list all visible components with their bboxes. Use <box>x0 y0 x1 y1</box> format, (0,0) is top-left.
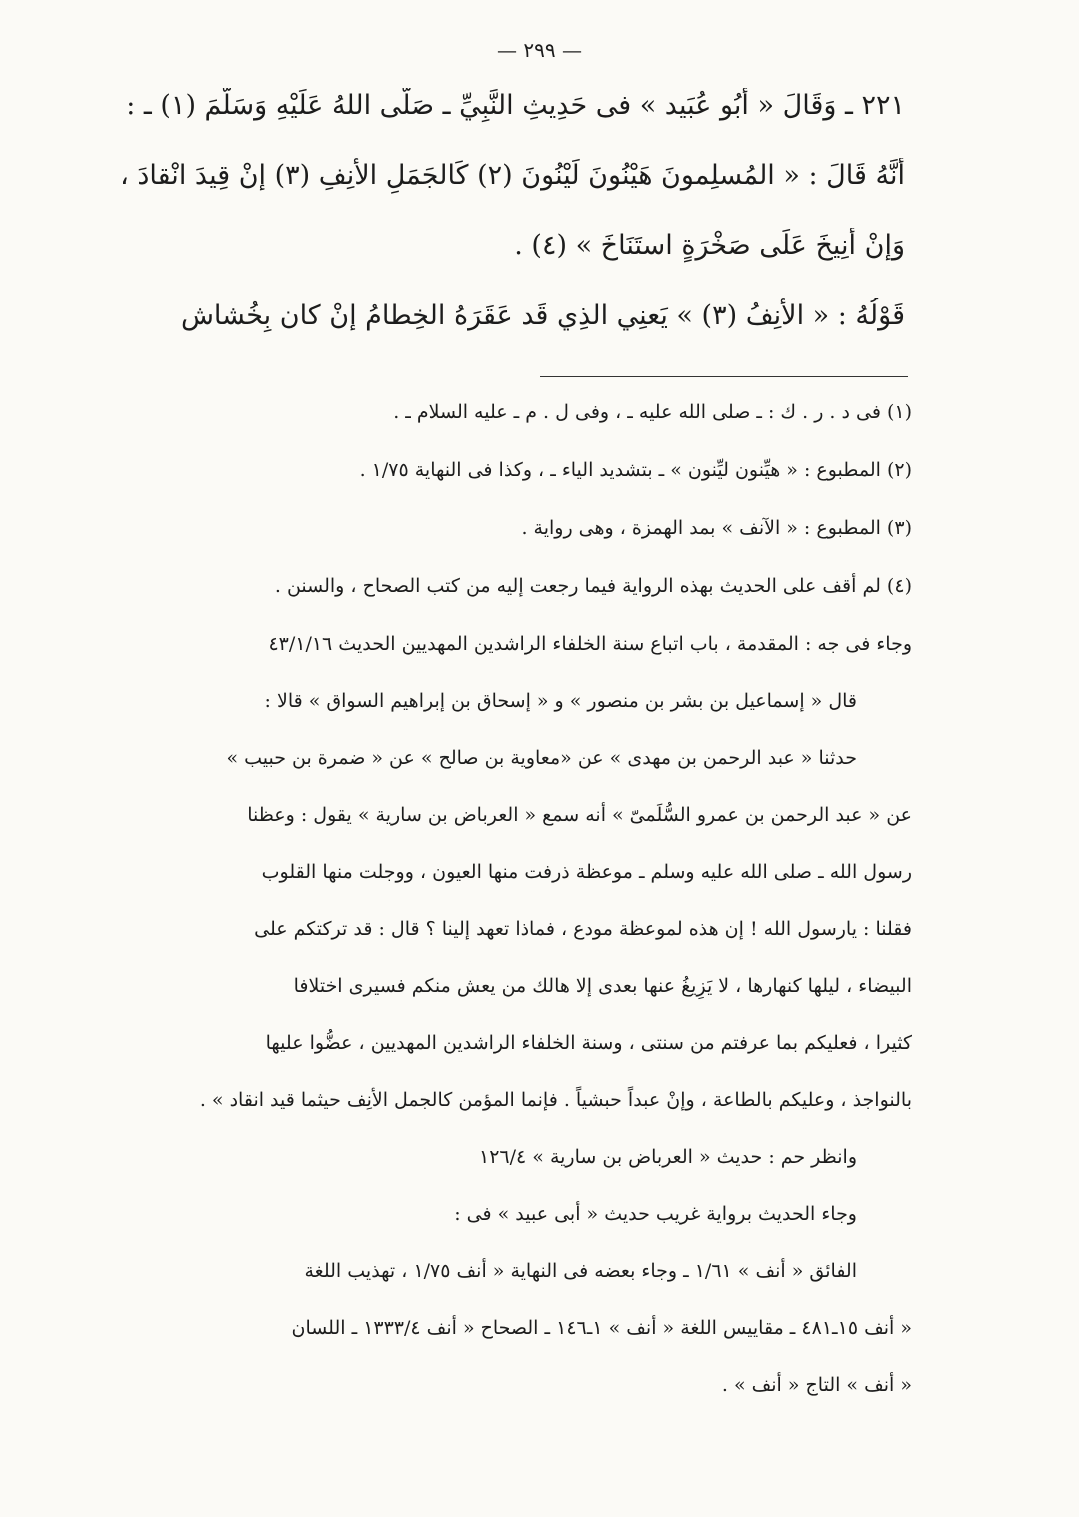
footnote-1: (١) فى د . ر . ك : ـ صلى الله عليه ـ ، وفى ل . م ـ عليه السلام ـ . <box>393 401 912 423</box>
page-number: — ٢٩٩ — <box>497 38 582 62</box>
footnote-4: (٤) لم أقف على الحديث بهذه الرواية فيما رجعت إليه من كتب الصحاح ، والسنن . <box>274 575 912 597</box>
main-line-4: قَوْلُهُ : « الأَنِفُ (٣) » يَعنِي الذِي قَد عَقَرَهُ الخِطامُ إنْ كان بِخُشاش <box>180 300 905 331</box>
main-line-1: ٢٢١ ـ وَقَالَ « أَبُو عُبَيد » فى حَدِيثِ النَّبِيِّ ـ صَلَّى اللهُ عَلَيْهِ وَسَلَّمَ (١) ـ : <box>126 90 905 121</box>
footnote-line: فقلنا : يارسول الله ! إن هذه لموعظة مودع ، فماذا تعهد إلينا ؟ قال : قد تركتكم على <box>254 918 912 940</box>
footnote-line: وجاء فى جه : المقدمة ، باب اتباع سنة الخلفاء الراشدين المهديين الحديث ٤٣/١/١٦ <box>268 633 912 655</box>
footnote-line: وجاء الحديث برواية غريب حديث « أبى عبيد » فى : <box>454 1203 857 1225</box>
footnote-line: قال « إسماعيل بن بشر بن منصور » و « إسحاق بن إبراهيم السواق » قالا : <box>264 690 857 712</box>
main-line-2: أَنَّهُ قَالَ : « المُسلِمونَ هَيْنُونَ لَيْنُونَ (٢) كَالجَمَلِ الأَنِفِ (٣) إنْ قِيدَ انْقادَ ، <box>120 160 905 191</box>
footnote-line: « أنف ١٥ـ٤٨١ ـ مقاييس اللغة « أنف » ١ـ١٤٦ ـ الصحاح « أنف ١٣٣٣/٤ ـ اللسان <box>291 1317 912 1339</box>
footnote-line: بالنواجذ ، وعليكم بالطاعة ، وإنْ عبداً حبشياً . فإنما المؤمن كالجمل الأنِف حيثما قيد انقاد » . <box>199 1089 912 1111</box>
footnotes <box>122 398 912 1428</box>
footnote-line: وانظر حم : حديث « العرباض بن سارية » ١٢٦/٤ <box>479 1146 857 1168</box>
footnote-line: البيضاء ، ليلها كنهارها ، لا يَزِيغُ عنها بعدى إلا هالك من يعش منكم فسيرى اختلافا <box>293 975 912 997</box>
footnote-line: الفائق « أنف » ١/٦١ ـ وجاء بعضه فى النهاية « أنف ١/٧٥ ، تهذيب اللغة <box>304 1260 857 1282</box>
footnote-2: (٢) المطبوع : « هيِّنون ليِّنون » ـ بتشديد الياء ـ ، وكذا فى النهاية ١/٧٥ . <box>359 459 912 481</box>
footnote-line: رسول الله ـ صلى الله عليه وسلم ـ موعظة ذرفت منها العيون ، ووجلت منها القلوب <box>261 861 912 883</box>
main-text <box>110 88 905 368</box>
footnote-divider <box>540 376 908 377</box>
footnote-line: عن « عبد الرحمن بن عمرو السُّلَمىّ » أنه سمع « العرباض بن سارية » يقول : وعظنا <box>247 804 912 826</box>
footnote-3: (٣) المطبوع : « الآنف » بمد الهمزة ، وهى رواية . <box>521 517 912 539</box>
footnote-line: كثيرا ، فعليكم بما عرفتم من سنتى ، وسنة الخلفاء الراشدين المهديين ، عضُّوا عليها <box>265 1032 912 1054</box>
main-line-3: وَإنْ أُنِيخَ عَلَى صَخْرَةٍ استَنَاخَ » (٤) . <box>514 230 905 261</box>
footnote-line: حدثنا « عبد الرحمن بن مهدى » عن «معاوية بن صالح » عن « ضمرة بن حبيب » <box>226 747 857 769</box>
footnote-line: « أنف » التاج « أنف » . <box>721 1374 912 1396</box>
